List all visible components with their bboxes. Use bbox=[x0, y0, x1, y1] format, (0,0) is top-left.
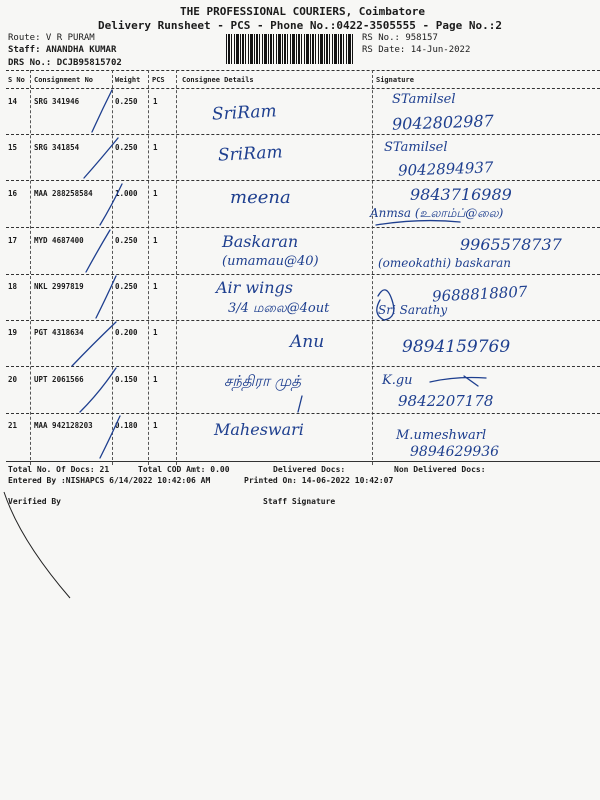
tick-mark bbox=[100, 416, 120, 458]
tick-mark bbox=[72, 322, 116, 366]
row-weight: 0.250 bbox=[115, 143, 138, 152]
row-weight: 0.180 bbox=[115, 421, 138, 430]
row-sno: 14 bbox=[8, 97, 18, 106]
handwritten-consignee: Baskaran bbox=[222, 232, 299, 251]
handwritten-signature: STamilsel bbox=[392, 92, 456, 107]
row-weight: 0.250 bbox=[115, 97, 138, 106]
printed-on: Printed On: 14-06-2022 10:42:07 bbox=[244, 476, 394, 485]
consignee-stroke bbox=[298, 396, 302, 412]
row-consignment: PGT 4318634 bbox=[34, 328, 84, 337]
row-sno: 19 bbox=[8, 328, 18, 337]
drs-number: DRS No.: DCJB95815702 bbox=[8, 58, 122, 68]
handwritten-consignee: SriRam bbox=[217, 142, 284, 166]
handwritten-consignee: meena bbox=[230, 187, 291, 208]
signature-scribble bbox=[377, 290, 394, 320]
row-consignment: MAA 942128203 bbox=[34, 421, 93, 430]
handwritten-consignee: SriRam bbox=[211, 101, 278, 125]
handwritten-phone: 9842207178 bbox=[398, 392, 494, 410]
row-pcs: 1 bbox=[153, 328, 158, 337]
tick-mark bbox=[96, 276, 116, 318]
row-sno: 15 bbox=[8, 143, 18, 152]
col-header-consignment: Consignment No bbox=[34, 76, 94, 84]
col-header-signature: Signature bbox=[376, 76, 414, 84]
row-sno: 16 bbox=[8, 189, 18, 198]
tick-mark bbox=[86, 230, 110, 272]
row-weight: 1.000 bbox=[115, 189, 138, 198]
row-weight: 0.250 bbox=[115, 282, 138, 291]
tick-mark bbox=[84, 138, 118, 178]
delivered-docs: Delivered Docs: bbox=[273, 465, 346, 474]
handwritten-signature: Sri Sarathy bbox=[378, 303, 448, 317]
row-sno: 21 bbox=[8, 421, 18, 430]
handwritten-signature: (omeokathi) baskaran bbox=[378, 256, 511, 270]
row-consignment: MYD 4687400 bbox=[34, 236, 84, 245]
handwritten-phone: 9042802987 bbox=[391, 111, 495, 134]
row-pcs: 1 bbox=[153, 421, 158, 430]
runsheet-title: Delivery Runsheet - PCS - Phone No.:0422-3505555 - Page No.:2 bbox=[98, 19, 502, 32]
non-delivered-docs: Non Delivered Docs: bbox=[394, 465, 486, 474]
row-pcs: 1 bbox=[153, 189, 158, 198]
col-header-sno: S No bbox=[8, 76, 25, 84]
handwritten-phone: 9688818807 bbox=[431, 282, 528, 306]
row-consignment: UPT 2061566 bbox=[34, 375, 84, 384]
handwritten-phone: 9965578737 bbox=[460, 235, 562, 254]
row-sno: 17 bbox=[8, 236, 18, 245]
row-pcs: 1 bbox=[153, 97, 158, 106]
scan-crease bbox=[4, 492, 70, 598]
handwritten-phone: 9042894937 bbox=[397, 158, 494, 180]
row-consignment: SRG 341854 bbox=[34, 143, 80, 152]
row-consignment: MAA 288258584 bbox=[34, 189, 93, 198]
total-cod: Total COD Amt: 0.00 bbox=[138, 465, 230, 474]
row-pcs: 1 bbox=[153, 282, 158, 291]
rs-date: RS Date: 14-Jun-2022 bbox=[362, 45, 471, 55]
tick-mark bbox=[100, 184, 122, 225]
row-sno: 20 bbox=[8, 375, 18, 384]
route-label: Route: V R PURAM bbox=[8, 33, 95, 43]
handwritten-consignee: சந்திரா முத் bbox=[224, 372, 301, 390]
row-pcs: 1 bbox=[153, 143, 158, 152]
tick-mark bbox=[92, 90, 112, 132]
verified-by: Verified By bbox=[8, 497, 61, 506]
handwritten-consignee: Maheswari bbox=[214, 420, 304, 439]
row-consignment: NKL 2997819 bbox=[34, 282, 84, 291]
row-weight: 0.200 bbox=[115, 328, 138, 337]
handwritten-signature: Anmsa (உலாம்ப்@லை) bbox=[370, 206, 504, 220]
entered-by: Entered By :NISHAPCS 6/14/2022 10:42:06 AM bbox=[8, 476, 211, 485]
handwritten-signature: M.umeshwarl bbox=[396, 428, 487, 443]
handwritten-signature: K.gu bbox=[382, 373, 413, 388]
handwritten-consignee: Air wings bbox=[216, 278, 293, 297]
row-weight: 0.150 bbox=[115, 375, 138, 384]
handwritten-phone: 9843716989 bbox=[410, 185, 512, 204]
row-weight: 0.250 bbox=[115, 236, 138, 245]
total-docs: Total No. Of Docs: 21 bbox=[8, 465, 110, 474]
tick-mark bbox=[80, 368, 116, 412]
handwritten-consignee-extra: (umamau@40) bbox=[222, 254, 319, 269]
handwritten-signature: STamilsel bbox=[384, 140, 448, 155]
col-header-weight: Weight bbox=[115, 76, 141, 84]
handwritten-consignee-extra: 3/4 மலை@4out bbox=[228, 301, 330, 316]
row-sno: 18 bbox=[8, 282, 18, 291]
signature-stroke bbox=[430, 378, 486, 383]
handwritten-consignee: Anu bbox=[290, 332, 325, 352]
col-header-consignee: Consignee Details bbox=[182, 76, 254, 84]
handwritten-phone: 9894159769 bbox=[402, 337, 511, 357]
staff-label: Staff: ANANDHA KUMAR bbox=[8, 45, 117, 55]
rs-number: RS No.: 958157 bbox=[362, 33, 438, 43]
col-header-pcs: PCS bbox=[152, 76, 165, 84]
signature-underline bbox=[376, 221, 460, 225]
row-pcs: 1 bbox=[153, 375, 158, 384]
row-pcs: 1 bbox=[153, 236, 158, 245]
staff-signature: Staff Signature bbox=[263, 497, 336, 506]
handwritten-phone: 9894629936 bbox=[410, 444, 500, 460]
company-title: THE PROFESSIONAL COURIERS, Coimbatore bbox=[180, 5, 426, 18]
row-consignment: SRG 341946 bbox=[34, 97, 80, 106]
